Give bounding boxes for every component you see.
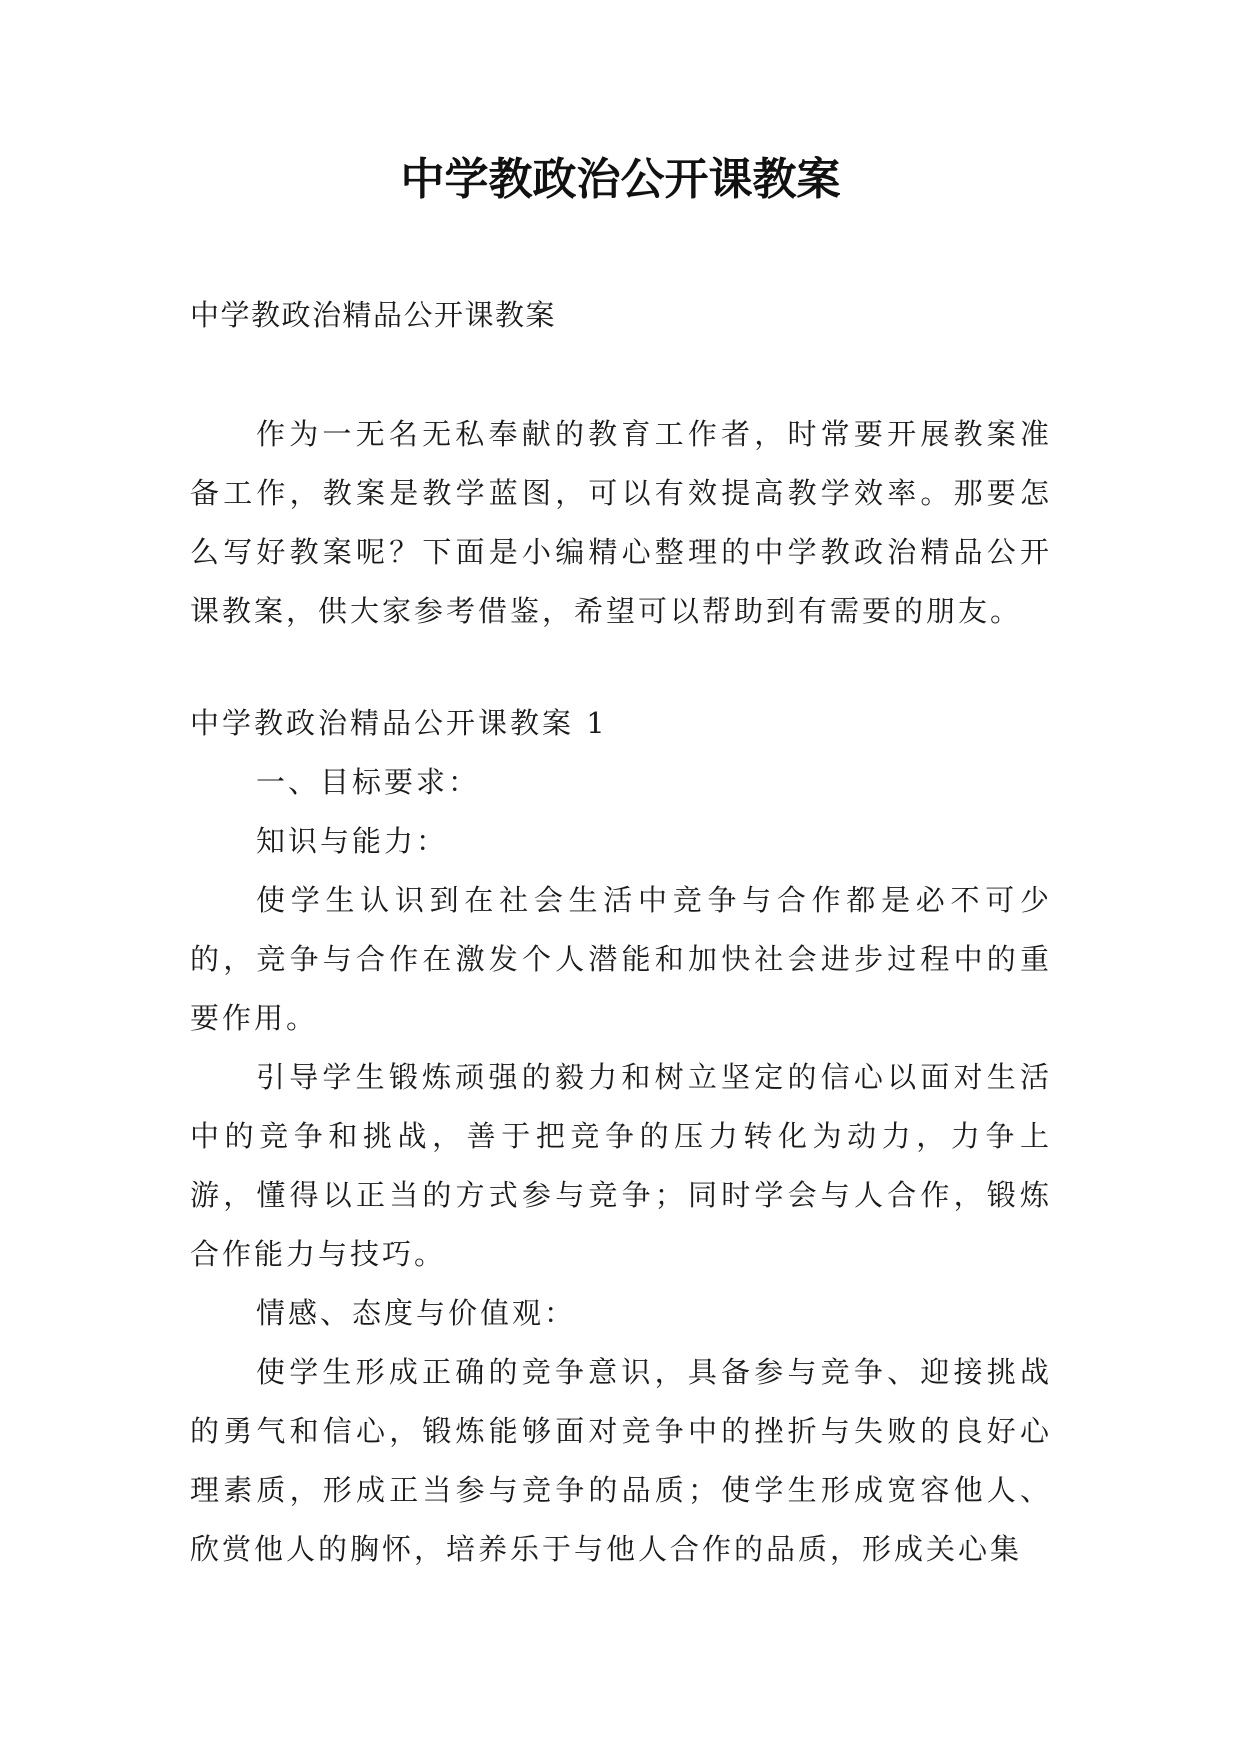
knowledge-heading: 知识与能力： — [256, 824, 449, 858]
intro-paragraph: 作为一无名无私奉献的教育工作者，时常要开展教案准备工作，教案是教学蓝图，可以有效提高教学效率。那要怎么写好教案呢？下面是小编精心整理的中学教政治精品公开课教案，供大家参考借鉴，希望可以帮助到有需要的朋友。 — [190, 417, 1052, 628]
objectives-heading: 一、目标要求： — [256, 765, 481, 799]
emotion-paragraph-1: 使学生形成正确的竞争意识，具备参与竞争、迎接挑战的勇气和信心，锻炼能够面对竞争中的挫折与失败的良好心理素质，形成正当参与竞争的品质；使学生形成宽容他人、欣赏他人的胸怀，培养乐于与他人合作的品质，形成关心集 — [190, 1355, 1052, 1566]
knowledge-paragraph-1: 使学生认识到在社会生活中竞争与合作都是必不可少的，竞争与合作在激发个人潜能和加快社会进步过程中的重要作用。 — [190, 883, 1052, 1035]
emotion-heading: 情感、态度与价值观： — [256, 1296, 577, 1330]
document-subtitle: 中学教政治精品公开课教案 — [190, 298, 557, 332]
section-heading: 中学教政治精品公开课教案 1 — [190, 706, 608, 740]
document-title: 中学教政治公开课教案 — [400, 154, 841, 205]
knowledge-paragraph-2: 引导学生锻炼顽强的毅力和树立坚定的信心以面对生活中的竞争和挑战，善于把竞争的压力转化为动力，力争上游，懂得以正当的方式参与竞争；同时学会与人合作，锻炼合作能力与技巧。 — [190, 1060, 1052, 1271]
document-content — [190, 694, 1052, 1579]
